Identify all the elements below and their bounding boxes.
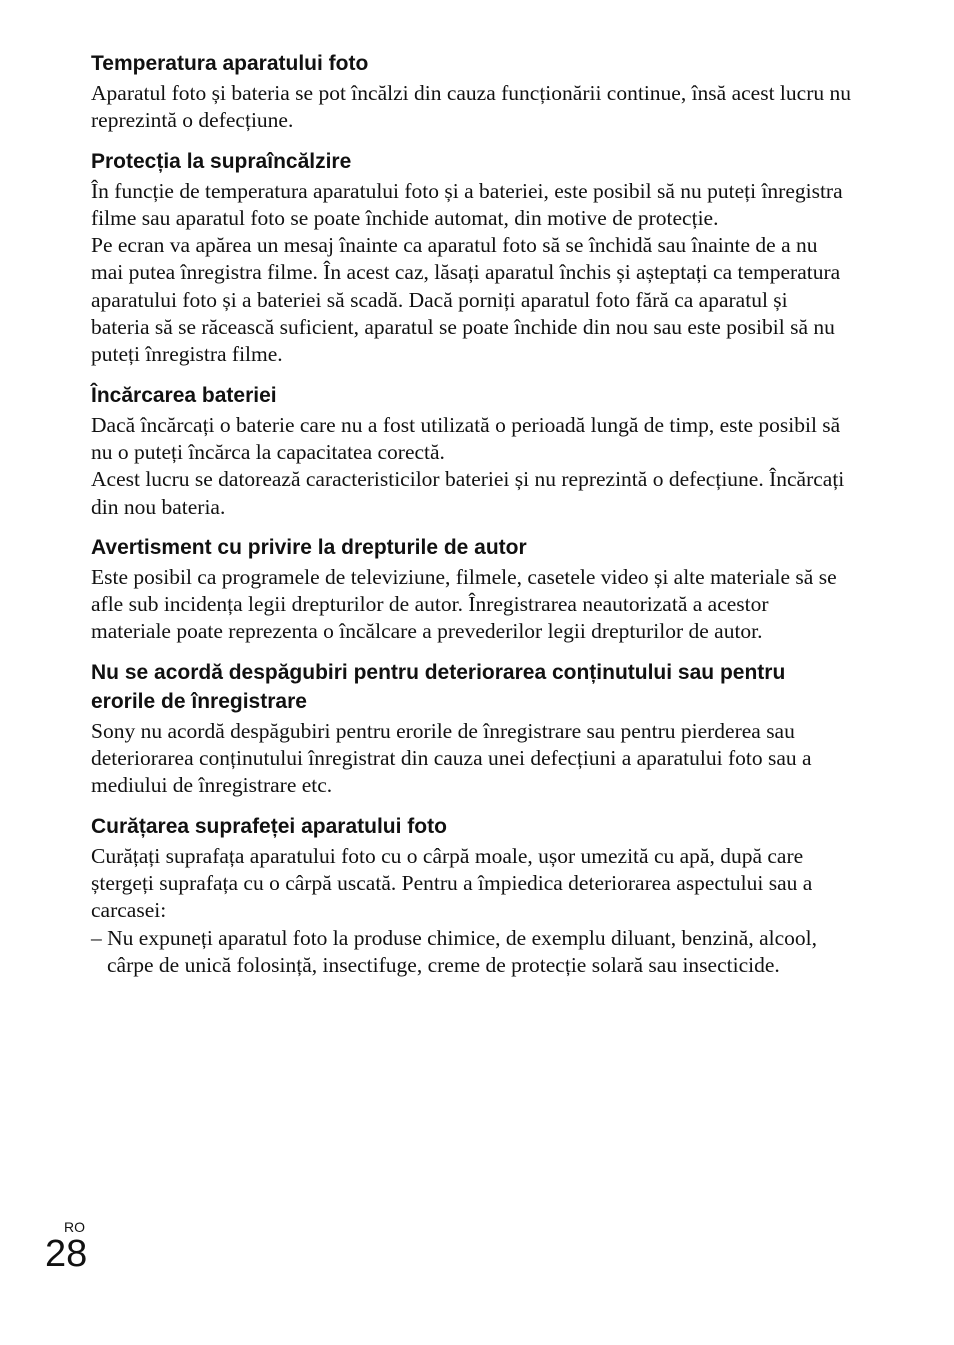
section-no-compensation (91, 658, 851, 800)
section-paragraph: Sony nu acordă despăgubiri pentru erorile de înregistrare sau pentru pierderea sau deteriorarea conținutului înregistrat din cauza unei defecțiuni a aparatului foto sau a mediului de înregistrare etc. (91, 718, 812, 798)
section-heading: Curățarea suprafeței aparatului foto (91, 814, 447, 838)
section-camera-temperature (91, 49, 851, 135)
section-paragraph: Curățați suprafața aparatului foto cu o cârpă moale, ușor umezită cu apă, după care ștergeți suprafața cu o cârpă uscată. Pentru a împiedica deteriorarea aspectului sau a carcasei: (91, 843, 813, 923)
section-battery-charging (91, 381, 851, 521)
section-heading: Nu se acordă despăgubiri pentru deteriorarea conținutului sau pentru erorile de înregistrare (91, 660, 786, 713)
section-heading: Protecția la supraîncălzire (91, 149, 352, 173)
section-heading: Temperatura aparatului foto (91, 52, 369, 75)
section-surface-cleaning (91, 812, 851, 979)
section-paragraph: Este posibil ca programele de televiziune, filmele, casetele video și alte materiale să se afle sub incidența legii drepturilor de autor. Înregistrarea neautorizată a acestor materiale poate reprezenta o încălcare a prevederilor legii drepturilor de autor. (91, 564, 837, 644)
page-content (91, 49, 851, 991)
page-number: 28 (45, 1233, 88, 1275)
section-heading: Încărcarea bateriei (91, 383, 277, 407)
section-copyright-warning (91, 533, 851, 646)
list-item: – Nu expuneți aparatul foto la produse chimice, de exemplu diluant, benzină, alcool, cârpe de unică folosință, insectifuge, creme de protecție solară sau insecticide. (91, 925, 817, 977)
section-heading: Avertisment cu privire la drepturile de autor (91, 535, 527, 559)
section-paragraph: În funcție de temperatura aparatului foto și a bateriei, este posibil să nu puteți înregistra filme sau aparatul foto se poate închide automat, din motive de protecție. (91, 178, 843, 230)
section-paragraph: Acest lucru se datorează caracteristicilor bateriei și nu reprezintă o defecțiune. Încărcați din nou bateria. (91, 467, 845, 519)
section-paragraph: Dacă încărcați o baterie care nu a fost utilizată o perioadă lungă de timp, este posibil să nu o puteți încărca la capacitatea corectă. (91, 412, 841, 464)
language-code: RO (64, 1219, 85, 1235)
section-paragraph: Pe ecran va apărea un mesaj înainte ca aparatul foto să se închidă sau înainte de a nu mai putea înregistra filme. În acest caz, lăsați aparatul închis și așteptați ca temperatura aparatului foto și a bateriei să scadă. Dacă porniți aparatul foto fără ca aparatul și bateria să se răcească suficient, aparatul se poate închide din nou sau este posibil să nu puteți înregistra filme. (91, 233, 841, 367)
section-overheat-protection (91, 147, 851, 369)
section-paragraph: Aparatul foto și bateria se pot încălzi din cauza funcționării continue, însă acest lucru nu reprezintă o defecțiune. (91, 81, 851, 133)
